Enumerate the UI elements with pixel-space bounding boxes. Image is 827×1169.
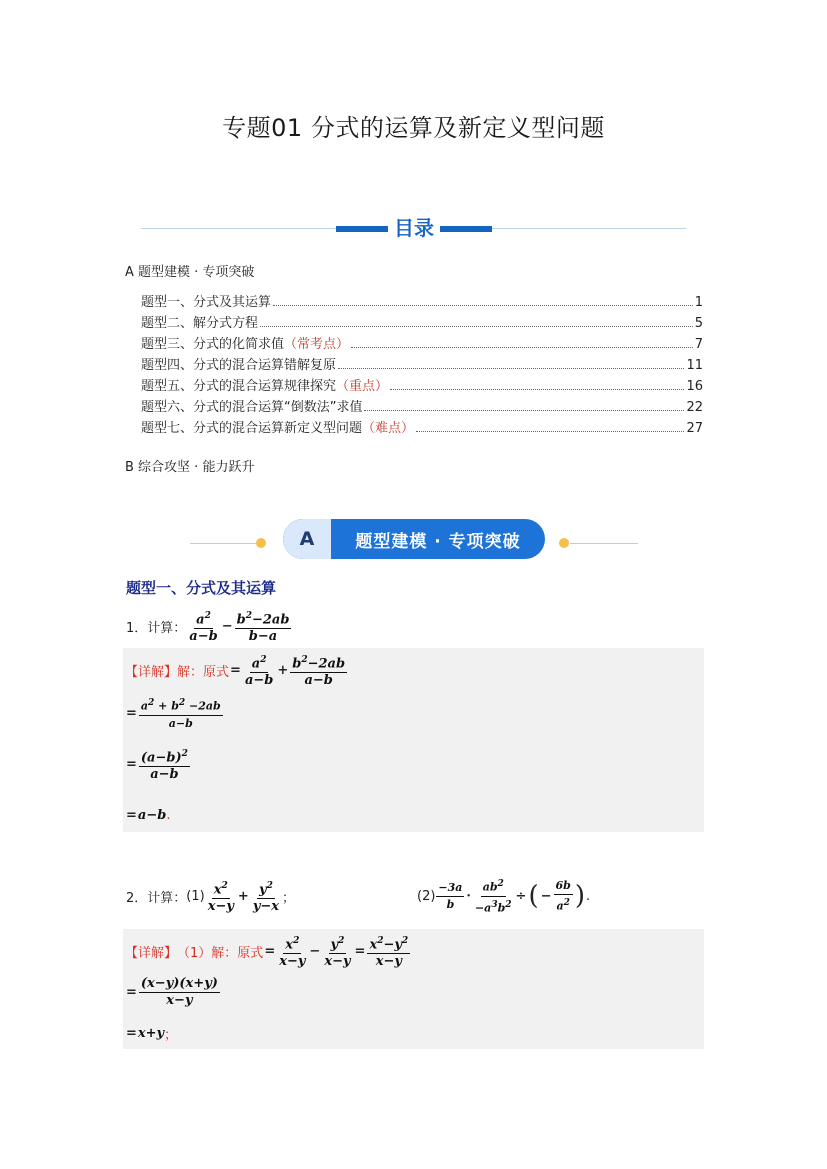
q2-step-3: = x+y ； — [126, 1026, 178, 1043]
solution-prefix: 解：原式 — [177, 665, 230, 681]
detail-label: 【详解】 — [125, 665, 178, 681]
q1-solution-line: 【详解】 解：原式 = $\frac{a^2}{a-b}$ + $\frac{b^2-2ab}{a-b}$ — [125, 652, 348, 689]
part-label: （1） — [177, 946, 212, 962]
q1-prefix: 1．计算： — [126, 621, 187, 637]
toc-leader-dots — [260, 326, 693, 327]
toc-item-page: 22 — [686, 400, 703, 415]
toc-item-label: 题型四、分式的混合运算错解复原 — [141, 358, 337, 373]
math-fraction: $\frac{-3a}{b}$ — [438, 880, 463, 911]
question-1 — [126, 608, 292, 645]
math-fraction: $\frac{(x-y)(x+y)}{x-y}$ — [140, 976, 218, 1008]
q2-semicolon: ； — [282, 891, 296, 907]
math-fraction: $\frac{a^2 + b^2 -2ab}{a-b}$ — [139, 695, 223, 732]
q2-part-1: (1) — [186, 889, 205, 905]
toc-item-page: 27 — [686, 421, 703, 436]
q2-step-2: = $\frac{(x-y)(x+y)}{x-y}$ — [126, 976, 218, 1008]
page-title: 专题01 分式的运算及新定义型问题 — [222, 114, 605, 142]
toc-item[interactable] — [141, 355, 703, 373]
question-2-part-2: (2) $\frac{-3a}{b}$ · $\frac{ab^2}{-a^3b^2}$ ÷ ( − $\frac{6b}{a^2}$ ) . — [417, 876, 590, 916]
math-fraction: $\frac{x^2-y^2}{x-y}$ — [367, 933, 410, 970]
banner-dot-left — [256, 538, 266, 548]
math-fraction: $\frac{b^2-2ab}{b-a}$ — [235, 608, 292, 645]
math-fraction: $\frac{x^2}{x-y}$ — [277, 933, 307, 970]
q1-step-2: = $\frac{a^2 + b^2 -2ab}{a-b}$ — [125, 695, 224, 732]
q1-step-4: = a−b . — [126, 808, 171, 823]
toc-item-page: 7 — [694, 337, 703, 352]
toc-item-page: 5 — [694, 316, 703, 331]
question-2: 2．计算： (1) $\frac{x^2}{x-y}$ + $\frac{y^2}{y-x}$ ； — [126, 878, 295, 915]
question-type-heading: 题型一、分式及其运算 — [126, 579, 277, 597]
math-operator: − — [221, 619, 233, 635]
math-fraction: $\frac{a^2}{a-b}$ — [243, 652, 275, 689]
toc-item-label: 题型三、分式的化简求值 — [141, 337, 285, 352]
toc-section-a[interactable]: A 题型建模 · 专项突破 — [125, 265, 255, 280]
toc-bar-left — [336, 226, 388, 232]
toc-item-label: 题型六、分式的混合运算“倒数法”求值 — [141, 400, 363, 415]
toc-section-b[interactable]: B 综合攻坚 · 能力跃升 — [125, 460, 255, 475]
banner-letter: A — [283, 519, 331, 559]
math-fraction: $\frac{y^2}{x-y}$ — [322, 933, 352, 970]
toc-item-tag: （难点） — [362, 421, 415, 436]
toc-item-page: 1 — [694, 295, 703, 310]
banner-text: 题型建模 · 专项突破 — [355, 531, 521, 552]
toc-leader-dots — [273, 305, 693, 306]
q2-end: . — [586, 888, 591, 904]
toc-item-label: 题型二、解分式方程 — [141, 316, 259, 331]
math-fraction: $\frac{6b}{a^2}$ — [555, 878, 571, 913]
end-mark: . — [166, 808, 171, 823]
solution-prefix: 解：原式 — [211, 946, 264, 962]
toc-leader-dots — [390, 389, 684, 390]
banner-line-left — [190, 543, 258, 544]
end-semicolon: ； — [164, 1028, 178, 1043]
q2-part-2: (2) — [417, 888, 436, 904]
q1-step-3: = $\frac{(a-b)^2}{a-b}$ — [125, 746, 191, 783]
toc-item-page: 11 — [686, 358, 703, 373]
math-fraction: $\frac{ab^2}{-a^3b^2}$ — [473, 876, 514, 916]
toc-item-page: 16 — [686, 379, 703, 394]
toc-leader-dots — [338, 368, 684, 369]
q2-prefix: 2．计算： — [126, 891, 187, 907]
banner-line-right — [570, 543, 638, 544]
math-fraction: $\frac{y^2}{y-x}$ — [251, 878, 281, 915]
toc-leader-dots — [351, 347, 693, 348]
toc-item[interactable] — [141, 376, 703, 394]
toc-item-label: 题型五、分式的混合运算规律探究 — [141, 379, 337, 394]
detail-label: 【详解】 — [125, 946, 178, 962]
math-fraction: $\frac{b^2-2ab}{a-b}$ — [290, 652, 347, 689]
q2-solution-line: 【详解】 （1） 解：原式 = $\frac{x^2}{x-y}$ − $\frac{y^2}{x-y}$ = $\frac{x^2-y^2}{x-y}$ — [125, 933, 411, 970]
toc-item[interactable] — [141, 292, 703, 310]
toc-item-tag: （重点） — [336, 379, 389, 394]
toc-item[interactable] — [141, 397, 703, 415]
section-banner — [283, 519, 545, 559]
toc-leader-dots — [416, 431, 684, 432]
math-fraction: $\frac{(a-b)^2}{a-b}$ — [139, 746, 190, 783]
toc-item[interactable] — [141, 334, 703, 352]
toc-item[interactable] — [141, 313, 703, 331]
toc-item-tag: （常考点） — [284, 337, 350, 352]
toc-item[interactable] — [141, 418, 703, 436]
toc-heading: 目录 — [388, 212, 440, 241]
banner-dot-right — [559, 538, 569, 548]
math-fraction: $\frac{a^2}{a-b}$ — [187, 608, 219, 645]
math-fraction: $\frac{x^2}{x-y}$ — [206, 878, 236, 915]
toc-bar-right — [440, 226, 492, 232]
toc-leader-dots — [364, 410, 684, 411]
toc-item-label: 题型一、分式及其运算 — [141, 295, 272, 310]
toc-item-label: 题型七、分式的混合运算新定义型问题 — [141, 421, 363, 436]
